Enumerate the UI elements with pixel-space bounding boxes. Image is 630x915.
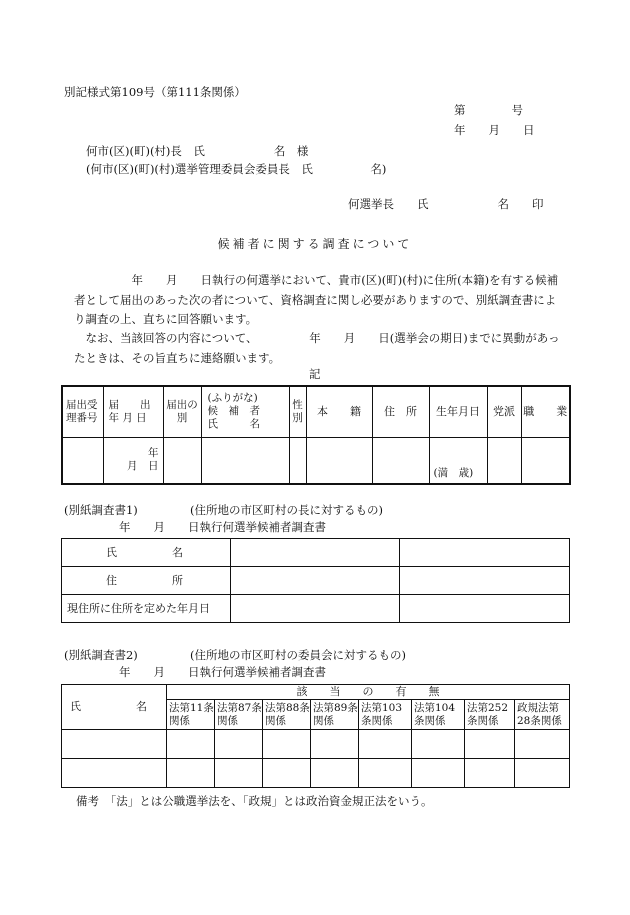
sheet1-title: 年 月 日執行何選挙候補者調査書 — [96, 520, 326, 534]
sheet2-title: 年 月 日執行何選挙候補者調査書 — [96, 665, 326, 679]
col-law-104: 法第104条関係 — [412, 700, 465, 730]
header-address: 住 所 — [372, 386, 429, 437]
candidate-table-header — [62, 386, 570, 437]
document-number: 第 号 — [454, 103, 523, 117]
sheet1-row-residence-date: 現住所に住所を定めた年月日 — [62, 595, 570, 623]
col-law-89: 法第89条関係 — [311, 700, 359, 730]
header-receipt-no: 届出受理番号 — [62, 386, 103, 437]
col-law-252: 法第252条関係 — [465, 700, 515, 730]
cell-party — [487, 437, 521, 484]
header-sex: 性別 — [289, 386, 306, 437]
sheet2-name-header: 氏 名 — [62, 685, 167, 730]
col-law-87: 法第87条関係 — [215, 700, 263, 730]
sheet1-table — [61, 538, 570, 623]
sheet2-blank-row — [62, 759, 570, 788]
header-candidate-name: (ふりがな) 候 補 者 氏 名 — [201, 386, 289, 437]
sheet2-group-header: 該 当 の 有 無 — [167, 685, 570, 700]
cell-receipt-no — [62, 437, 103, 484]
sheet2-target: (住所地の市区町村の委員会に対するもの) — [190, 648, 406, 662]
addressee-committee: (何市(区)(町)(村)選挙管理委員会委員長 氏 名) — [86, 162, 387, 176]
cell-sex — [289, 437, 306, 484]
sheet2-group-header-row — [62, 685, 570, 700]
sender-line: 何選挙長 氏 名 印 — [348, 197, 544, 211]
header-birthdate: 生年月日 — [429, 386, 487, 437]
ki-label: 記 — [309, 367, 321, 381]
header-domicile: 本 籍 — [306, 386, 372, 437]
header-filing-type: 届出の別 — [163, 386, 201, 437]
col-political-funds-28: 政規法第28条関係 — [515, 700, 570, 730]
cell-domicile — [306, 437, 372, 484]
sheet2-table — [61, 684, 570, 788]
cell-candidate-name — [201, 437, 289, 484]
sheet1-row-address: 住 所 — [62, 567, 570, 595]
candidate-table — [61, 385, 571, 485]
sheet1-target: (住所地の市区町村の長に対するもの) — [190, 503, 383, 517]
form-label: 別記様式第109号（第111条関係） — [64, 85, 246, 99]
candidate-table-row — [62, 437, 570, 484]
cell-occupation — [521, 437, 570, 484]
sheet2-label: (別紙調査書2) — [64, 648, 138, 662]
sheet1-row-name: 氏 名 — [62, 539, 570, 567]
footnote: 備考 「法」とは公職選挙法を、「政規」とは政治資金規正法をいう。 — [76, 794, 433, 808]
cell-filing-type — [163, 437, 201, 484]
header-filed-date: 届 出 年 月 日 — [103, 386, 163, 437]
cell-filed-date: 年 月 日 — [103, 437, 163, 484]
document-date: 年 月 日 — [454, 123, 535, 137]
sheet2-blank-row — [62, 730, 570, 759]
body-paragraph-1: 年 月 日執行の何選挙において、貴市(区)(町)(村)に住所(本籍)を有する候補者として届出のあった次の者について、資格調査に関し必要がありますので、別紙調査書により調査の上、直ちに回答願います。 — [74, 273, 559, 326]
addressee-mayor: 何市(区)(町)(村)長 氏 名 様 — [86, 144, 309, 158]
cell-address — [372, 437, 429, 484]
document-title: 候補者に関する調査について — [217, 237, 413, 251]
col-law-88: 法第88条関係 — [263, 700, 311, 730]
col-law-103: 法第103条関係 — [359, 700, 412, 730]
col-law-11: 法第11条関係 — [167, 700, 215, 730]
header-occupation: 職 業 — [521, 386, 570, 437]
header-party: 党派 — [487, 386, 521, 437]
cell-birthdate: (満 歳) — [429, 437, 487, 484]
sheet1-label: (別紙調査書1) — [64, 503, 138, 517]
body-paragraph-2: なお、当該回答の内容について、 年 月 日(選挙会の期日)までに異動があったときは、その旨直ちに連絡願います。 — [74, 331, 560, 365]
